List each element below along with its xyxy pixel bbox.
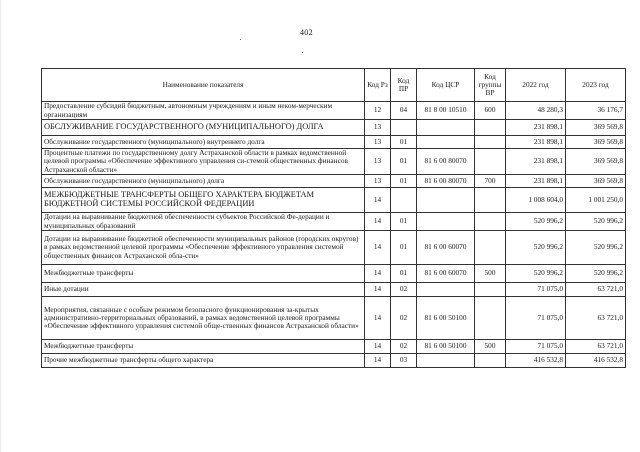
row-pr: 01 (391, 231, 417, 265)
row-name: Межбюджетные трансферты (42, 340, 365, 354)
table-row (42, 175, 626, 188)
scan-left-edge (0, 0, 2, 452)
header-2023: 2023 год (566, 69, 626, 102)
row-vr (475, 149, 506, 175)
row-pr: 01 (391, 136, 417, 149)
row-pr: 02 (391, 297, 417, 340)
row-csr (417, 188, 475, 213)
row-vr (475, 297, 506, 340)
row-2023: 520 996,2 (566, 213, 626, 231)
row-name: Прочие межбюджетные трансферты общего характера (42, 354, 365, 368)
row-csr (417, 213, 475, 231)
row-vr: 500 (475, 340, 506, 354)
row-csr (417, 136, 475, 149)
row-2023: 416 532,8 (566, 354, 626, 368)
row-2023: 1 001 250,0 (566, 188, 626, 213)
table-row (42, 102, 626, 120)
row-csr: 81 6 00 60070 (417, 265, 475, 283)
header-pr: Код ПР (391, 69, 417, 102)
row-csr: 81 8 00 10510 (417, 102, 475, 120)
row-vr (475, 354, 506, 368)
row-2023: 369 569,8 (566, 120, 626, 136)
header-rz: Код Рз (365, 69, 391, 102)
row-name: Дотации на выравнивание бюджетной обеспеченности субъектов Российской Фе-дерации и муниципальных образований (42, 213, 365, 231)
row-2022: 71 075,0 (506, 297, 566, 340)
row-pr (391, 120, 417, 136)
row-name: Дотации на выравнивание бюджетной обеспеченности муниципальных районов (городских округов) в рамках ведомственной целевой программы «Обеспечение эффективного управления системой общественных финансов Астраханской обла-сти» (42, 231, 365, 265)
row-pr (391, 188, 417, 213)
row-rz: 14 (365, 340, 391, 354)
row-rz: 13 (365, 120, 391, 136)
row-2022: 71 075,0 (506, 340, 566, 354)
row-rz: 14 (365, 188, 391, 213)
row-2023: 63 721,0 (566, 340, 626, 354)
row-csr: 81 6 00 50100 (417, 297, 475, 340)
row-csr (417, 120, 475, 136)
row-pr: 01 (391, 265, 417, 283)
table-row-section (42, 188, 626, 213)
table-row-section (42, 120, 626, 136)
row-2023: 63 721,0 (566, 297, 626, 340)
row-csr (417, 283, 475, 297)
row-2023: 520 996,2 (566, 265, 626, 283)
table-row (42, 265, 626, 283)
row-csr: 81 6 00 80070 (417, 149, 475, 175)
row-csr: 81 6 00 60070 (417, 231, 475, 265)
row-rz: 14 (365, 213, 391, 231)
row-vr: 500 (475, 265, 506, 283)
scan-speck (302, 52, 303, 53)
table-row (42, 149, 626, 175)
row-rz: 13 (365, 175, 391, 188)
row-2023: 520 996,2 (566, 231, 626, 265)
row-pr: 02 (391, 340, 417, 354)
table-row (42, 297, 626, 340)
row-2022: 1 008 604,0 (506, 188, 566, 213)
header-2022: 2022 год (506, 69, 566, 102)
table-row (42, 340, 626, 354)
row-rz: 13 (365, 136, 391, 149)
table-row (42, 231, 626, 265)
row-vr: 700 (475, 175, 506, 188)
row-2023: 369 569,8 (566, 149, 626, 175)
row-rz: 14 (365, 283, 391, 297)
row-pr: 01 (391, 213, 417, 231)
row-2022: 231 898,1 (506, 175, 566, 188)
row-name: ОБСЛУЖИВАНИЕ ГОСУДАРСТВЕННОГО (МУНИЦИПАЛЬНОГО) ДОЛГА (42, 120, 365, 136)
row-vr (475, 231, 506, 265)
row-vr (475, 283, 506, 297)
row-name: Иные дотации (42, 283, 365, 297)
row-rz: 12 (365, 102, 391, 120)
budget-table (41, 68, 626, 368)
row-name: МЕЖБЮДЖЕТНЫЕ ТРАНСФЕРТЫ ОБЩЕГО ХАРАКТЕРА БЮДЖЕТАМ БЮДЖЕТНОЙ СИСТЕМЫ РОССИЙСКОЙ ФЕДЕРАЦИИ (42, 188, 365, 213)
row-2022: 231 898,1 (506, 136, 566, 149)
row-rz: 14 (365, 231, 391, 265)
row-2023: 369 569,8 (566, 175, 626, 188)
row-rz: 14 (365, 297, 391, 340)
row-csr (417, 354, 475, 368)
row-2022: 48 280,3 (506, 102, 566, 120)
page-number: 402 (300, 28, 313, 37)
row-2022: 520 996,2 (506, 265, 566, 283)
row-2022: 520 996,2 (506, 213, 566, 231)
row-name: Процентные платежи по государственному долгу Астраханской области в рамках ведомственной целевой программы «Обеспечение эффективного управления си-стемой общественных финансов Астраханской области» (42, 149, 365, 175)
row-csr: 81 6 00 50100 (417, 340, 475, 354)
row-vr (475, 136, 506, 149)
row-rz: 14 (365, 265, 391, 283)
row-csr: 81 6 00 80070 (417, 175, 475, 188)
header-csr: Код ЦСР (417, 69, 475, 102)
row-2022: 416 532,8 (506, 354, 566, 368)
row-2022: 71 075,0 (506, 283, 566, 297)
header-name: Наименование показателя (42, 69, 365, 102)
row-name: Обслуживание государственного (муниципального) внутреннего долга (42, 136, 365, 149)
row-2022: 231 898,1 (506, 120, 566, 136)
table-row (42, 354, 626, 368)
row-pr: 01 (391, 175, 417, 188)
row-vr: 600 (475, 102, 506, 120)
row-rz: 13 (365, 149, 391, 175)
row-2023: 369 569,8 (566, 136, 626, 149)
row-2022: 520 996,2 (506, 231, 566, 265)
scan-speck (240, 39, 241, 40)
row-name: Предоставление субсидий бюджетным, автономным учреждениям и иным неком-мерческим организациям (42, 102, 365, 120)
row-pr: 01 (391, 149, 417, 175)
row-vr (475, 120, 506, 136)
row-vr (475, 188, 506, 213)
row-name: Обслуживание государственного (муниципального) долга (42, 175, 365, 188)
table-row (42, 283, 626, 297)
row-pr: 03 (391, 354, 417, 368)
table-row (42, 213, 626, 231)
row-vr (475, 213, 506, 231)
row-2022: 231 898,1 (506, 149, 566, 175)
row-2023: 63 721,0 (566, 283, 626, 297)
row-pr: 04 (391, 102, 417, 120)
row-pr: 02 (391, 283, 417, 297)
row-rz: 14 (365, 354, 391, 368)
row-2023: 36 176,7 (566, 102, 626, 120)
table-row (42, 136, 626, 149)
row-name: Мероприятия, связанные с особым режимом безопасного функционирования за-крытых административно-территориальных образований, в рамках ведомственной целевой программы «Обеспечение эффективного управления системой обще-ственных финансов Астраханской области» (42, 297, 365, 340)
header-vr: Код группы ВР (475, 69, 506, 102)
row-name: Межбюджетные трансферты (42, 265, 365, 283)
table-header-row (42, 69, 626, 102)
